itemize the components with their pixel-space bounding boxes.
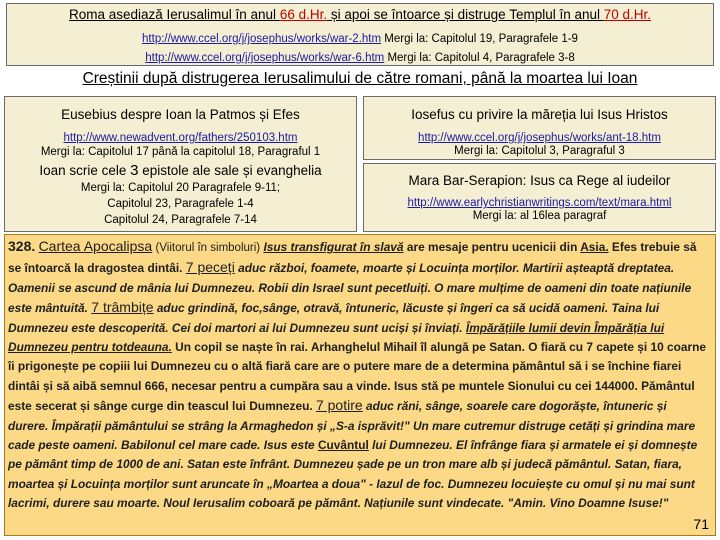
link-ant-18[interactable]: http://www.ccel.org/j/josephus/works/ant-18.htm: [418, 132, 661, 144]
lesson-title: Cartea Apocalipsa: [38, 238, 153, 254]
revelation-text: 328. Cartea Apocalipsa (Viitorul în simboluri) Isus transfigurat în slavă are mesaje pentru ucenicii din Asia. Efes trebuie să se întoarcă la dragostea dintâi. 7 peceți aduc război, foamete, moarte și Locuința morților. Martirii așteaptă dreptatea. Oamenii se ascund de mânia lui Dumnezeu. Robii din Israel sunt pecetluiți. O mare mulțime de oameni din toate națiunile este mântuită. 7 trâmbițe aduc grindină, foc,sânge, otravă, întuneric, lăcuste și îngeri ca să ucidă oameni. Taina lui Dumnezeu este descoperită. Cei doi martori ai lui Dumnezeu sunt uciși și înviați. Împărățiile lumii devin Împărăția lui Dumnezeu pentru totdeauna. Un copil se naște în rai. Arhanghelul Mihail îl alungă pe Satan. O fiară cu 7 capete și 10 coarne îi prigonește pe copiii lui Dumnezeu cu o altă fiară care are o putere mare de a determina pământul să i se închine fiarei dintâi și să aibă semnul 666, necesar pentru a cumpăra sau a vinde. Isus stă pe muntele Sionului cu cei 144000. Pământul este secerat și sânge curge din teascul lui Dumnezeu. 7 potire aduc răni, sânge, soarele care dogorăște, întuneric și durere. Împărații pământului se strâng la Armaghedon și „S-a isprăvit!" Un mare cutremur distruge cetăți și grindina mare cade peste oameni. Babilonul cel mare cade. Isus este Cuvântul lui Dumnezeu. El înfrânge fiara și armatele ei și domnește pe pământ timp de 1000 de ani. Satan este înfrânt. Dumnezeu șade pe un tron mare alb și judecă pământul. Satan, fiara, moartea și Locuința morților sunt aruncate în „Moartea a doua" - Iazul de foc. Dumnezeu locuiește cu omul și nu mai sunt lacrimi, durere sau moarte. Noul Ierusalim coboară pe pământ. Națiunile sunt vindecate. "Amin. Vino Doamne Isuse!": [8, 238, 706, 511]
seals-link[interactable]: 7 peceți: [185, 259, 235, 276]
bowls-link[interactable]: 7 potire: [315, 397, 363, 414]
eusebius-goto: Mergi la: Capitolul 17 până la capitolul 18, Paragraful 1: [40, 146, 321, 158]
josephus-goto: Mergi la: Capitolul 3, Paragraful 3: [454, 145, 625, 157]
john-epistles-heading: Ioan scrie cele 3 epistole ale sale și evanghelia: [39, 162, 322, 179]
lesson-subtitle: (Viitorul în simboluri): [155, 242, 261, 254]
mara-link-row: [364, 193, 715, 211]
war-6-row: http://www.ccel.org/j/josephus/works/war-6.htm Mergi la: Capitolul 4, Paragrafele 3-8: [145, 52, 575, 64]
war-2-row: http://www.ccel.org/j/josephus/works/war-2.htm Mergi la: Capitolul 19, Paragrafele 1-9: [142, 33, 578, 45]
page-number: 71: [693, 516, 709, 532]
section-heading: Creștinii după distrugerea Ierusalimului de către romani, până la moartea lui Ioan: [82, 70, 638, 87]
top-title: Roma asediază Ierusalimul în anul 66 d.Hr. și apoi se întoarce și distruge Templul în anul 70 d.Hr.: [68, 7, 652, 22]
link-mara[interactable]: http://www.earlychristianwritings.com/text/mara.html: [407, 197, 672, 209]
josephus-link-row: [364, 128, 715, 146]
link-newadvent[interactable]: http://www.newadvent.org/fathers/250103.htm: [63, 132, 298, 144]
john-goto-3: Capitolul 24, Paragrafele 7-14: [104, 214, 257, 226]
trumpets-link[interactable]: 7 trâmbițe: [91, 299, 154, 316]
eusebius-title: Eusebius despre Ioan la Patmos și Efes: [61, 107, 300, 122]
eusebius-link-row: [5, 128, 356, 146]
link-war-6[interactable]: http://www.ccel.org/j/josephus/works/war-6.htm: [145, 52, 385, 64]
mara-box: [363, 163, 716, 232]
year-70: 70 d.Hr.: [603, 7, 652, 22]
josephus-title: Iosefus cu privire la măreția lui Isus Hristos: [411, 107, 668, 122]
year-66: 66 d.Hr.: [279, 7, 328, 22]
top-box: [6, 3, 714, 66]
eusebius-box: [4, 96, 357, 232]
josephus-box: [363, 96, 716, 160]
revelation-box: [4, 234, 716, 536]
link-war-2[interactable]: http://www.ccel.org/j/josephus/works/war-2.htm: [142, 33, 382, 45]
john-goto-1: Mergi la: Capitolul 20 Paragrafele 9-11;: [80, 182, 281, 194]
word-link[interactable]: Cuvântul: [317, 438, 369, 453]
john-goto-2: Capitolul 23, Paragrafele 1-4: [107, 198, 254, 210]
lesson-number: 328.: [8, 238, 36, 254]
mara-goto: Mergi la: al 16lea paragraf: [472, 210, 607, 222]
mara-title: Mara Bar-Serapion: Isus ca Rege al iudeilor: [408, 173, 671, 188]
